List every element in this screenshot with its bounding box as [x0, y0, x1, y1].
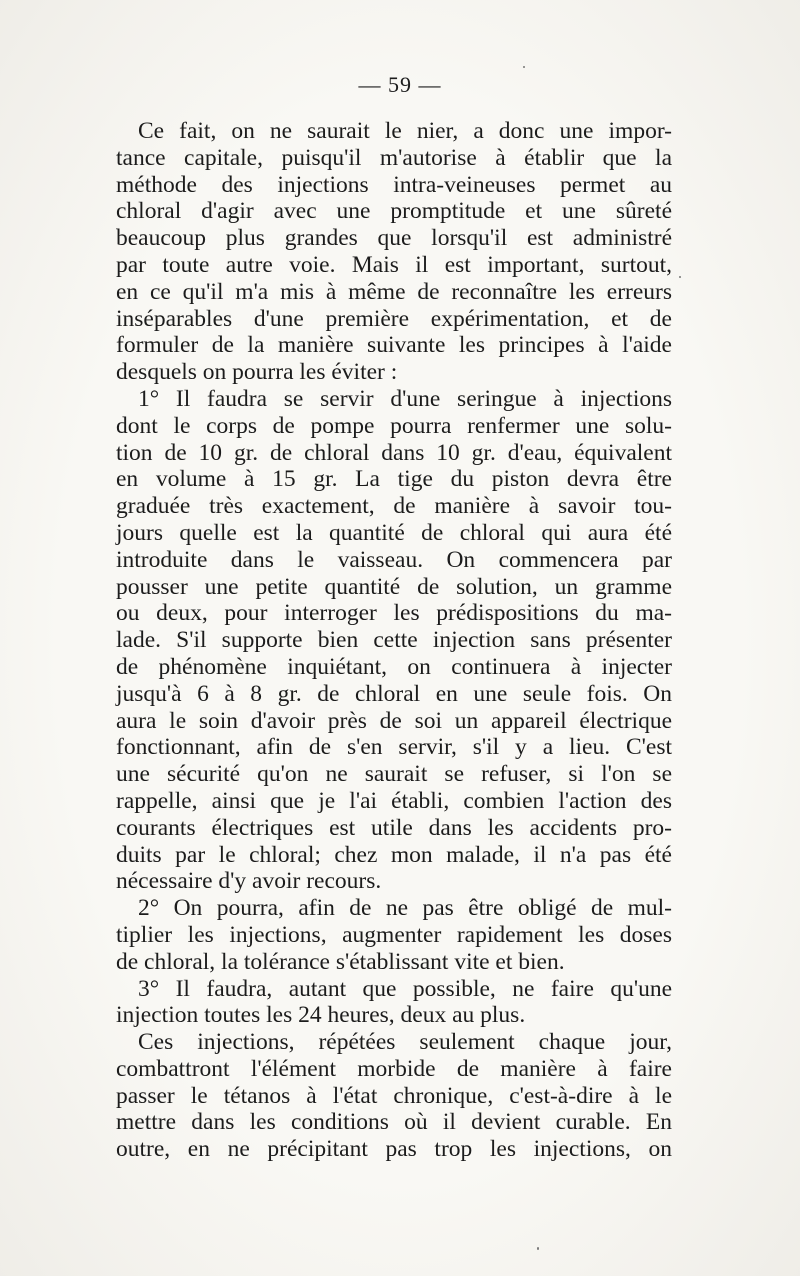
text-line: tiplier les injections, augmenter rapidement les doses [116, 921, 672, 948]
text-line: tion de 10 gr. de chloral dans 10 gr. d'eau, équivalent [116, 439, 672, 466]
text-line: 1° Il faudra se servir d'une seringue à injections [138, 385, 672, 412]
text-line: desquels on pourra les éviter : [116, 359, 398, 386]
text-line: lade. S'il supporte bien cette injection sans présenter [116, 627, 672, 654]
text-line: nécessaire d'y avoir recours. [116, 868, 382, 895]
text-line: dont le corps de pompe pourra renfermer une solu- [116, 412, 672, 439]
text-line: inséparables d'une première expérimentation, et de [116, 305, 672, 332]
text-line: pousser une petite quantité de solution, un gramme [116, 573, 672, 600]
text-line: outre, en ne précipitant pas trop les injections, on [116, 1136, 672, 1163]
text-line: beaucoup plus grandes que lorsqu'il est administré [116, 225, 672, 252]
page-number: — 59 — [358, 72, 442, 97]
text-line: introduite dans le vaisseau. On commencera par [116, 546, 672, 573]
text-line: aura le soin d'avoir près de soi un appareil électrique [116, 707, 672, 734]
text-line: injection toutes les 24 heures, deux au plus. [116, 1002, 526, 1029]
text-line: formuler de la manière suivante les principes à l'aide [116, 332, 672, 359]
text-line: Ces injections, répétées seulement chaque jour, [138, 1029, 672, 1056]
text-line: de phénomène inquiétant, on continuera à injecter [116, 653, 672, 680]
text-line: de chloral, la tolérance s'établissant vite et bien. [116, 948, 565, 975]
text-line: jours quelle est la quantité de chloral qui aura été [116, 519, 672, 546]
text-line: fonctionnant, afin de s'en servir, s'il y a lieu. C'est [116, 734, 672, 761]
text-line: en volume à 15 gr. La tige du piston devra être [116, 466, 672, 493]
text-line: Ce fait, on ne saurait le nier, a donc une impor- [138, 118, 672, 144]
text-line: une sécurité qu'on ne saurait se refuser, si l'on se [116, 761, 672, 788]
text-line: combattront l'élément morbide de manière à faire [116, 1055, 672, 1082]
text-line: tance capitale, puisqu'il m'autorise à établir que la [116, 144, 672, 171]
text-line: méthode des injections intra-veineuses permet au [116, 171, 672, 198]
body-text [116, 118, 672, 1163]
text-line: duits par le chloral; chez mon malade, il n'a pas été [116, 841, 672, 868]
text-line: 3° Il faudra, autant que possible, ne faire qu'une [138, 975, 672, 1002]
text-line: en ce qu'il m'a mis à même de reconnaître les erreurs [116, 278, 672, 305]
text-line: courants électriques est utile dans les accidents pro- [116, 814, 672, 841]
text-line: ou deux, pour interroger les prédispositions du ma- [116, 600, 672, 627]
text-line: 2° On pourra, afin de ne pas être obligé de mul- [138, 895, 672, 922]
text-line: chloral d'agir avec une promptitude et une sûreté [116, 198, 672, 225]
text-line: rappelle, ainsi que je l'ai établi, combien l'action des [116, 787, 672, 814]
text-line: mettre dans les conditions où il devient curable. En [116, 1109, 672, 1136]
text-line: jusqu'à 6 à 8 gr. de chloral en une seule fois. On [116, 680, 672, 707]
text-line: graduée très exactement, de manière à savoir tou- [116, 493, 672, 520]
text-line: passer le tétanos à l'état chronique, c'est-à-dire à le [116, 1082, 672, 1109]
text-line: par toute autre voie. Mais il est important, surtout, [116, 251, 672, 278]
